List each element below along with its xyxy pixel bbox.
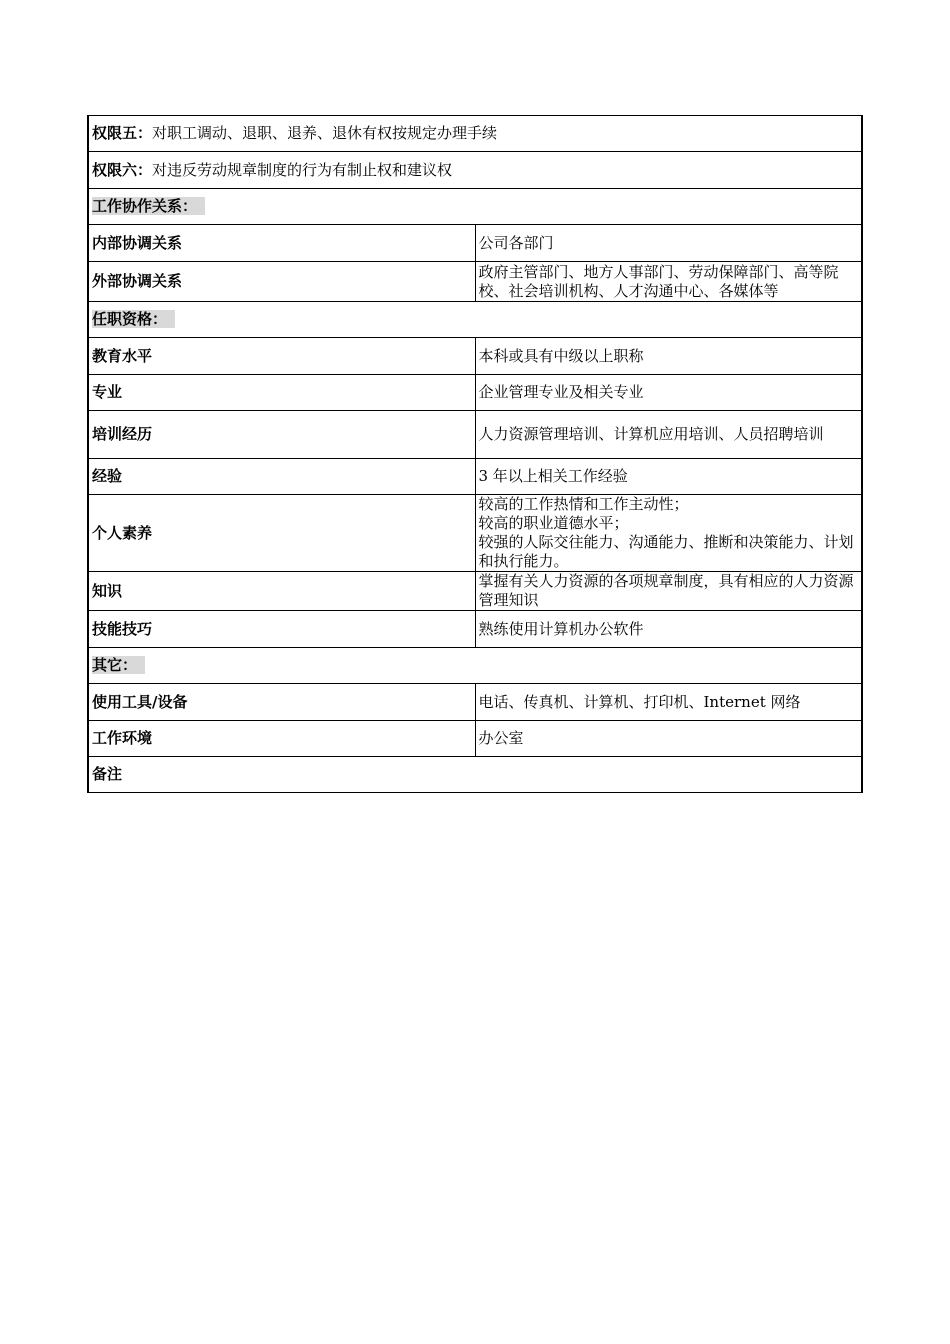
table-row: [88, 411, 862, 459]
row-label: 个人素养: [88, 495, 475, 572]
row-value: 掌握有关人力资源的各项规章制度，具有相应的人力资源管理知识: [475, 572, 862, 611]
row-value: 人力资源管理培训、计算机应用培训、人员招聘培训: [475, 411, 862, 459]
section-heading-qualifications: 任职资格：: [92, 310, 175, 328]
table-row: [88, 375, 862, 411]
table-row: [88, 338, 862, 375]
row-value: [475, 495, 862, 572]
section-heading-other: 其它：: [92, 656, 145, 674]
personal-line: 较高的工作热情和工作主动性；: [478, 495, 689, 513]
personal-line: 较强的人际交往能力、沟通能力、推断和决策能力、计划和执行能力。: [478, 533, 854, 570]
permission-cell: [88, 152, 862, 189]
permission-row: [88, 116, 862, 152]
permission-text: 对职工调动、退职、退养、退休有权按规定办理手续: [152, 124, 498, 142]
row-label: 经验: [88, 459, 475, 495]
row-value: 熟练使用计算机办公软件: [475, 611, 862, 648]
row-label: 使用工具/设备: [88, 684, 475, 721]
section-heading-row: [88, 648, 862, 684]
row-value: 办公室: [475, 721, 862, 757]
row-value: 电话、传真机、计算机、打印机、Internet 网络: [475, 684, 862, 721]
section-heading-collaboration: 工作协作关系：: [92, 197, 205, 215]
table-row: [88, 459, 862, 495]
permission-text: 对违反劳动规章制度的行为有制止权和建议权: [152, 160, 453, 179]
remarks-row: [88, 757, 862, 793]
remarks-cell: [88, 757, 862, 793]
row-label: 工作环境: [88, 721, 475, 757]
row-label: 知识: [88, 572, 475, 611]
row-label: 技能技巧: [88, 611, 475, 648]
section-heading-cell: [88, 648, 862, 684]
section-heading-cell: [88, 302, 862, 338]
row-label: 教育水平: [88, 338, 475, 375]
row-label: 外部协调关系: [88, 262, 475, 302]
job-description-table: [87, 115, 863, 793]
remarks-label: 备注: [92, 765, 123, 783]
table-row: [88, 262, 862, 302]
permission-cell: [88, 116, 862, 152]
personal-line: 较高的职业道德水平；: [478, 514, 629, 532]
table-row: [88, 684, 862, 721]
permission-label: 权限六：: [92, 160, 153, 179]
table-row: [88, 721, 862, 757]
row-value: 本科或具有中级以上职称: [475, 338, 862, 375]
section-heading-cell: [88, 189, 862, 225]
row-value: 企业管理专业及相关专业: [475, 375, 862, 411]
row-label: 专业: [88, 375, 475, 411]
row-label: 内部协调关系: [88, 225, 475, 262]
row-value: 公司各部门: [475, 225, 862, 262]
table-row: [88, 572, 862, 611]
row-value: 政府主管部门、地方人事部门、劳动保障部门、高等院校、社会培训机构、人才沟通中心、各媒体等: [475, 262, 862, 302]
row-value: 3 年以上相关工作经验: [475, 459, 862, 495]
table-row: [88, 495, 862, 572]
permission-label: 权限五：: [92, 124, 153, 142]
section-heading-row: [88, 189, 862, 225]
table-row: [88, 225, 862, 262]
permission-row: [88, 152, 862, 189]
table-row: [88, 611, 862, 648]
row-label: 培训经历: [88, 411, 475, 459]
section-heading-row: [88, 302, 862, 338]
